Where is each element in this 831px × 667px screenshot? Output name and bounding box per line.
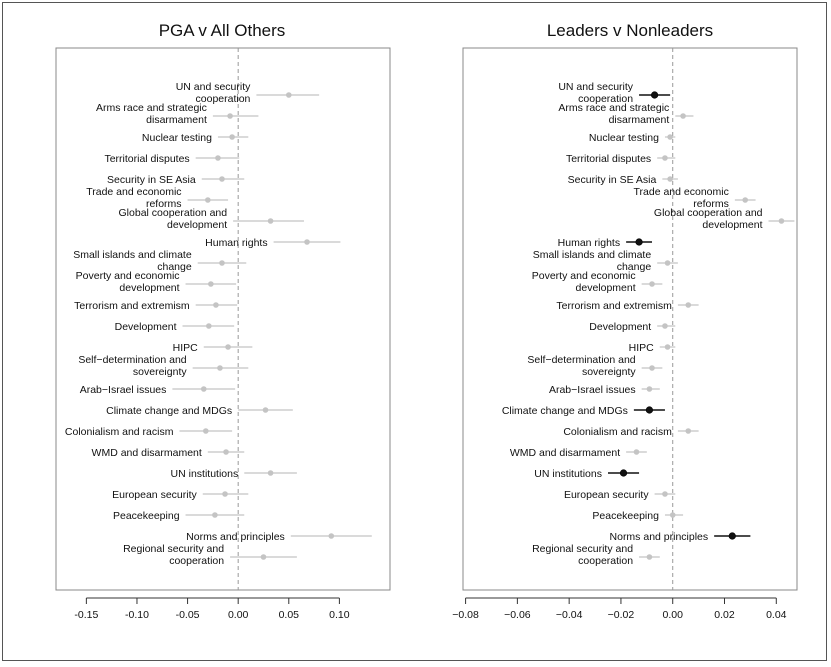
row-label-line: European security	[112, 489, 197, 501]
plot-area	[463, 48, 797, 590]
point-estimate	[651, 92, 658, 99]
row-label-line: reforms	[145, 198, 182, 210]
plot-area	[56, 48, 390, 590]
row-label-line: Peacekeeping	[592, 510, 659, 522]
point-estimate	[620, 470, 627, 477]
point-estimate	[779, 218, 785, 224]
row-label	[76, 270, 180, 294]
point-estimate	[268, 470, 274, 476]
point-estimate	[219, 260, 225, 266]
row-label-line: cooperation	[169, 555, 225, 567]
row-label	[556, 300, 672, 312]
point-estimate	[213, 302, 219, 308]
point-estimate	[742, 197, 748, 203]
x-tick-label: −0.04	[555, 609, 583, 621]
row-label-line: UN institutions	[534, 468, 602, 480]
row-label-line: HIPC	[628, 342, 654, 354]
point-estimate	[203, 428, 209, 434]
row-label-line: Arab−Israel issues	[79, 384, 167, 396]
row-label-line: Trade and economic	[86, 186, 182, 198]
row-label-line: disarmament	[146, 114, 207, 126]
row-label	[119, 207, 228, 231]
point-estimate	[662, 491, 668, 497]
row-label-line: Development	[589, 321, 652, 333]
x-tick-label: −0.08	[452, 609, 479, 621]
row-label-line: sovereignty	[132, 366, 187, 378]
row-label-line: development	[166, 219, 228, 231]
point-estimate	[304, 239, 310, 245]
x-tick-label: 0.04	[766, 609, 787, 621]
row-label-line: development	[119, 282, 180, 294]
x-tick-label: 0.05	[278, 609, 300, 621]
row-label-line: Territorial disputes	[565, 153, 652, 165]
row-label	[107, 174, 196, 186]
row-label-line: Self−determination and	[527, 354, 636, 366]
row-label-line: European security	[563, 489, 649, 501]
row-label	[205, 237, 267, 249]
row-label	[510, 447, 620, 459]
point-estimate	[647, 386, 653, 392]
x-tick-label: -0.10	[125, 609, 149, 621]
row-label-line: cooperation	[578, 93, 634, 105]
point-estimate	[729, 533, 736, 540]
point-estimate	[670, 512, 676, 518]
point-estimate	[205, 197, 211, 203]
row-label	[96, 102, 207, 126]
row-label	[592, 510, 659, 522]
point-estimate	[647, 554, 653, 560]
row-label-line: Global cooperation and	[653, 207, 763, 219]
row-label-line: Human rights	[205, 237, 268, 249]
row-label-line: Nuclear testing	[141, 132, 212, 144]
chart-panel-1	[56, 21, 390, 621]
row-label-line: Poverty and economic	[75, 270, 180, 282]
row-label	[527, 354, 636, 378]
row-label-line: Territorial disputes	[104, 153, 190, 165]
figure-svg	[3, 3, 828, 662]
row-label	[534, 468, 602, 480]
point-estimate	[227, 113, 233, 119]
x-tick-label: -0.15	[74, 609, 99, 621]
row-label-line: Regional security and	[123, 543, 225, 555]
row-label-line: Arab−Israel issues	[548, 384, 636, 396]
row-label-line: HIPC	[172, 342, 198, 354]
point-estimate	[286, 92, 292, 98]
x-tick-label: 0.00	[662, 609, 683, 621]
point-estimate	[634, 449, 640, 455]
row-label-line: Colonialism and racism	[563, 426, 672, 438]
row-label-line: Nuclear testing	[588, 132, 659, 144]
row-label-line: Security in SE Asia	[107, 174, 196, 186]
row-label-line: Peacekeeping	[112, 510, 180, 522]
row-label	[563, 426, 672, 438]
row-label-line: Security in SE Asia	[567, 174, 657, 186]
row-label-line: Arms race and strategic	[558, 102, 670, 114]
point-estimate	[649, 365, 655, 371]
point-estimate	[646, 407, 653, 414]
x-tick-label: −0.02	[607, 609, 635, 621]
row-label-line: Global cooperation and	[118, 207, 228, 219]
point-estimate	[667, 176, 673, 182]
point-estimate	[212, 512, 218, 518]
row-label-line: Norms and principles	[186, 531, 285, 543]
point-estimate	[208, 281, 214, 287]
row-label-line: WMD and disarmament	[91, 447, 202, 459]
row-label-line: disarmament	[608, 114, 670, 126]
row-label	[123, 543, 224, 567]
row-label-line: Climate change and MDGs	[501, 405, 628, 417]
row-label	[589, 321, 651, 333]
point-estimate	[665, 260, 671, 266]
row-label	[92, 447, 202, 459]
row-label-line: UN and security	[558, 81, 634, 93]
row-label-line: change	[616, 261, 652, 273]
point-estimate	[206, 323, 212, 329]
row-label	[502, 405, 628, 417]
row-label-line: Human rights	[557, 237, 621, 249]
row-label	[142, 132, 212, 144]
point-estimate	[328, 533, 334, 539]
row-label	[549, 384, 636, 396]
row-label-line: Small islands and climate	[532, 249, 652, 261]
point-estimate	[225, 344, 231, 350]
point-estimate	[667, 134, 673, 140]
x-tick-label: 0.00	[227, 609, 249, 621]
point-estimate	[268, 218, 274, 224]
point-estimate	[680, 113, 686, 119]
x-tick-label: -0.05	[175, 609, 200, 621]
chart-title: Leaders v Nonleaders	[546, 21, 714, 40]
row-label-line: Climate change and MDGs	[106, 405, 233, 417]
row-label	[173, 342, 199, 354]
row-label-line: change	[157, 261, 192, 273]
row-label	[104, 153, 189, 165]
point-estimate	[201, 386, 207, 392]
point-estimate	[222, 491, 228, 497]
row-label	[65, 426, 174, 438]
point-estimate	[219, 176, 225, 182]
row-label	[566, 153, 651, 165]
row-label-line: development	[575, 282, 636, 294]
row-label-line: UN institutions	[170, 468, 239, 480]
row-label	[113, 510, 180, 522]
row-label	[186, 531, 285, 543]
point-estimate	[261, 554, 267, 560]
point-estimate	[662, 323, 668, 329]
point-estimate	[229, 134, 235, 140]
row-label	[589, 132, 659, 144]
point-estimate	[263, 407, 269, 413]
row-label-line: reforms	[693, 198, 729, 210]
row-label-line: Arms race and strategic	[95, 102, 207, 114]
row-label-line: Small islands and climate	[73, 249, 192, 261]
row-label	[115, 321, 177, 333]
row-label-line: Trade and economic	[633, 186, 729, 198]
chart-title: PGA v All Others	[158, 21, 286, 40]
row-label-line: Development	[114, 321, 177, 333]
point-estimate	[662, 155, 668, 161]
row-label-line: WMD and disarmament	[509, 447, 621, 459]
point-estimate	[636, 239, 643, 246]
row-label	[532, 543, 633, 567]
figure-frame	[2, 2, 827, 661]
point-estimate	[685, 428, 691, 434]
row-label-line: UN and security	[175, 81, 251, 93]
row-label-line: Colonialism and racism	[64, 426, 174, 438]
row-label-line: development	[702, 219, 763, 231]
row-label-line: Terrorism and extremism	[74, 300, 190, 312]
row-label-line: Terrorism and extremism	[556, 300, 672, 312]
row-label	[171, 468, 239, 480]
chart-panel-2	[452, 21, 797, 621]
row-label	[558, 237, 620, 249]
row-label	[568, 174, 657, 186]
x-tick-label: −0.06	[504, 609, 531, 621]
row-label	[80, 384, 167, 396]
row-label	[78, 354, 187, 378]
row-label	[610, 531, 709, 543]
row-label-line: cooperation	[578, 555, 634, 567]
row-label-line: Regional security and	[532, 543, 634, 555]
row-label-line: sovereignty	[581, 366, 636, 378]
row-label-line: cooperation	[195, 93, 251, 105]
point-estimate	[685, 302, 691, 308]
point-estimate	[215, 155, 221, 161]
point-estimate	[217, 365, 223, 371]
row-label	[74, 300, 190, 312]
row-label-line: Self−determination and	[78, 354, 187, 366]
point-estimate	[649, 281, 655, 287]
row-label	[558, 102, 669, 126]
row-label	[654, 207, 763, 231]
row-label	[106, 405, 232, 417]
x-tick-label: 0.02	[714, 609, 735, 621]
row-label-line: Poverty and economic	[531, 270, 636, 282]
row-label	[629, 342, 655, 354]
row-label	[112, 489, 197, 501]
point-estimate	[665, 344, 671, 350]
row-label	[564, 489, 649, 501]
x-tick-label: 0.10	[329, 609, 350, 621]
row-label-line: Norms and principles	[609, 531, 709, 543]
row-label	[532, 270, 636, 294]
point-estimate	[223, 449, 229, 455]
